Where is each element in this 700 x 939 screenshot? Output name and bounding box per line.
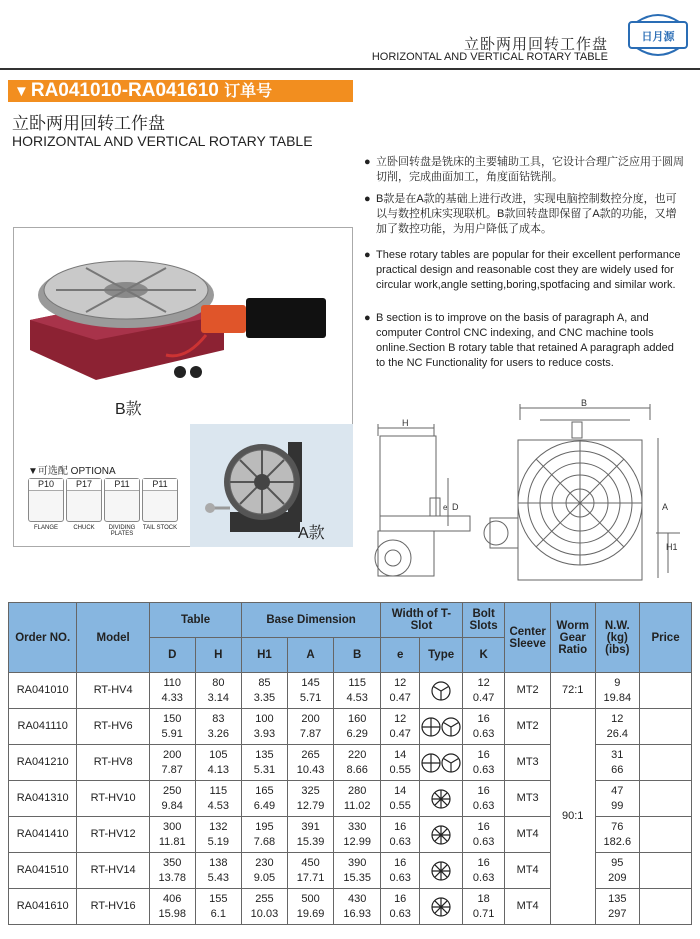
side-view-drawing (368, 418, 478, 588)
option-caption: FLANGE (33, 525, 58, 531)
table-row (9, 709, 692, 745)
dim-label-e: e (443, 503, 448, 512)
order-range-banner (8, 80, 353, 102)
dim-label-h1: H1 (666, 542, 678, 552)
cell-order: RA041410 (9, 817, 77, 853)
cell-sleeve: MT4 (505, 853, 551, 889)
cell-h: 80 3.14 (195, 673, 242, 709)
th-type: Type (420, 638, 463, 673)
product-title-cn: 立卧两用回转工作盘 (12, 114, 165, 133)
option-dividing-plates (104, 478, 140, 537)
cell-order: RA041610 (9, 889, 77, 925)
bullet-icon: ● (364, 312, 371, 324)
cell-nw: 9 19.84 (595, 673, 640, 709)
cell-model: RT-HV8 (77, 745, 150, 781)
cell-d: 200 7.87 (149, 745, 195, 781)
option-tag: P11 (143, 479, 177, 491)
desc-text: B款是在A款的基础上进行改进，实现电脑控制数控分度，也可以与数控机床实现联机。B款回转盘即保留了A款的功能，又增加了数控功能，为用户降低了成本。 (376, 193, 677, 235)
cell-nw: 135 297 (595, 889, 640, 925)
th-e: e (381, 638, 420, 673)
cell-a: 391 15.39 (287, 817, 334, 853)
cell-worm-ratio: 72:1 (550, 673, 595, 709)
cell-a: 325 12.79 (287, 781, 334, 817)
cell-k: 16 0.63 (462, 709, 504, 745)
option-chuck (66, 478, 102, 531)
th-h: H (195, 638, 242, 673)
tslot-type-icon (420, 709, 463, 745)
cell-d: 150 5.91 (149, 709, 195, 745)
rotary-table-a-illustration (200, 432, 310, 542)
cell-h1: 195 7.68 (242, 817, 288, 853)
top-view-drawing (480, 398, 692, 598)
th-h1: H1 (242, 638, 288, 673)
tslot-type-icon (420, 889, 463, 925)
product-title-en: HORIZONTAL AND VERTICAL ROTARY TABLE (12, 133, 313, 149)
cell-order: RA041510 (9, 853, 77, 889)
cell-a: 145 5.71 (287, 673, 334, 709)
option-tag: P11 (105, 479, 139, 491)
b-model-label: B款 (115, 401, 142, 418)
spec-table-body (9, 673, 692, 925)
cell-b: 390 15.35 (334, 853, 381, 889)
tslot-type-icon (420, 745, 463, 781)
options-title: ▼可选配 OPTIONA (28, 466, 116, 477)
spec-table (8, 602, 692, 925)
th-base: Base Dimension (242, 603, 381, 638)
desc-en-2 (364, 311, 686, 371)
cell-e: 16 0.63 (381, 853, 420, 889)
cell-price (640, 853, 692, 889)
cell-h1: 230 9.05 (242, 853, 288, 889)
logo-text: 日月源 (641, 30, 675, 43)
cell-sleeve: MT2 (505, 709, 551, 745)
cell-order: RA041210 (9, 745, 77, 781)
cell-price (640, 781, 692, 817)
th-nw: N.W. (kg) (ibs) (595, 603, 640, 673)
header-title-en: HORIZONTAL AND VERTICAL ROTARY TABLE (371, 51, 608, 63)
cell-e: 14 0.55 (381, 781, 420, 817)
cell-price (640, 817, 692, 853)
cell-price (640, 745, 692, 781)
banner-order-cn: 订单号 (224, 83, 273, 100)
cell-k: 16 0.63 (462, 853, 504, 889)
th-order: Order NO. (9, 603, 77, 673)
dim-label-a: A (662, 502, 669, 512)
th-b: B (334, 638, 381, 673)
option-flange (28, 478, 64, 531)
th-model: Model (77, 603, 150, 673)
cell-a: 450 17.71 (287, 853, 334, 889)
header-title-cn: 立卧两用回转工作盘 (463, 36, 608, 53)
cell-d: 250 9.84 (149, 781, 195, 817)
th-a: A (287, 638, 334, 673)
th-bolt: Bolt Slots (462, 603, 504, 638)
th-worm: Worm Gear Ratio (550, 603, 595, 673)
cell-model: RT-HV10 (77, 781, 150, 817)
desc-cn-1 (364, 155, 686, 185)
cell-order: RA041010 (9, 673, 77, 709)
cell-h: 155 6.1 (195, 889, 242, 925)
cell-nw: 12 26.4 (595, 709, 640, 745)
banner-range: RA041010-RA041610 (30, 80, 219, 101)
th-tslot: Width of T-Slot (381, 603, 463, 638)
bullet-icon: ● (364, 193, 371, 205)
option-caption: DIVIDING PLATES (108, 525, 136, 537)
desc-text: These rotary tables are popular for their excellent performance practical design and reasonable cost they are widely used for circular work,angle setting,boring,spotfacing and similar work. (376, 249, 681, 291)
tslot-type-icon (420, 673, 463, 709)
triangle-icon: ▼ (14, 83, 29, 100)
cell-b: 115 4.53 (334, 673, 381, 709)
cell-model: RT-HV6 (77, 709, 150, 745)
cell-a: 500 19.69 (287, 889, 334, 925)
cell-nw: 31 66 (595, 745, 640, 781)
option-tag: P10 (29, 479, 63, 491)
bullet-icon: ● (364, 156, 371, 168)
cell-h1: 135 5.31 (242, 745, 288, 781)
cell-k: 16 0.63 (462, 745, 504, 781)
desc-text: B section is to improve on the basis of paragraph A, and computer Control CNC indexing, and CNC machine tools online.Section B rotary table that retained A paragraph added to the NC Functionality for users to reduce costs. (376, 312, 674, 369)
cell-b: 430 16.93 (334, 889, 381, 925)
option-tag: P17 (67, 479, 101, 491)
cell-sleeve: MT4 (505, 889, 551, 925)
cell-e: 16 0.63 (381, 889, 420, 925)
cell-e: 12 0.47 (381, 673, 420, 709)
cell-model: RT-HV4 (77, 673, 150, 709)
cell-h: 138 5.43 (195, 853, 242, 889)
cell-order: RA041110 (9, 709, 77, 745)
option-tail-stock (142, 478, 178, 531)
cell-price (640, 889, 692, 925)
cell-price (640, 673, 692, 709)
desc-text: 立卧回转盘是铣床的主要辅助工具，它设计合理广泛应用于圆周切削，完成曲面加工，角度面钻铣削。 (376, 156, 684, 183)
cell-h1: 255 10.03 (242, 889, 288, 925)
cell-nw: 95 209 (595, 853, 640, 889)
cell-order: RA041310 (9, 781, 77, 817)
cell-h: 115 4.53 (195, 781, 242, 817)
cell-e: 14 0.55 (381, 745, 420, 781)
cell-model: RT-HV14 (77, 853, 150, 889)
cell-h: 83 3.26 (195, 709, 242, 745)
cell-a: 200 7.87 (287, 709, 334, 745)
th-price: Price (640, 603, 692, 673)
cell-sleeve: MT3 (505, 745, 551, 781)
cell-b: 280 11.02 (334, 781, 381, 817)
cell-d: 110 4.33 (149, 673, 195, 709)
dim-label-b: B (581, 398, 588, 408)
cell-a: 265 10.43 (287, 745, 334, 781)
cell-h: 105 4.13 (195, 745, 242, 781)
cell-e: 16 0.63 (381, 817, 420, 853)
cell-model: RT-HV16 (77, 889, 150, 925)
cell-k: 12 0.47 (462, 673, 504, 709)
tslot-type-icon (420, 853, 463, 889)
cell-d: 350 13.78 (149, 853, 195, 889)
cell-d: 300 11.81 (149, 817, 195, 853)
th-k: K (462, 638, 504, 673)
cell-k: 18 0.71 (462, 889, 504, 925)
cell-b: 220 8.66 (334, 745, 381, 781)
cell-nw: 47 99 (595, 781, 640, 817)
cell-d: 406 15.98 (149, 889, 195, 925)
brand-logo (627, 10, 689, 60)
cell-sleeve: MT4 (505, 817, 551, 853)
desc-en-1 (364, 248, 686, 293)
cell-k: 16 0.63 (462, 817, 504, 853)
cell-h1: 85 3.35 (242, 673, 288, 709)
cell-k: 16 0.63 (462, 781, 504, 817)
dim-label-d: D (452, 502, 459, 512)
option-caption: CHUCK (73, 525, 95, 531)
cell-h1: 165 6.49 (242, 781, 288, 817)
a-model-label: A款 (298, 525, 325, 542)
cell-h: 132 5.19 (195, 817, 242, 853)
rotary-table-b-illustration (16, 240, 336, 390)
th-table: Table (149, 603, 241, 638)
dim-label-h: H (402, 418, 409, 428)
cell-b: 160 6.29 (334, 709, 381, 745)
th-center: Center Sleeve (505, 603, 551, 673)
cell-b: 330 12.99 (334, 817, 381, 853)
cell-worm-ratio: 90:1 (550, 709, 595, 925)
cell-sleeve: MT3 (505, 781, 551, 817)
cell-h1: 100 3.93 (242, 709, 288, 745)
header-divider (0, 68, 700, 70)
bullet-icon: ● (364, 249, 371, 261)
option-caption: TAIL STOCK (142, 525, 178, 531)
tslot-type-icon (420, 817, 463, 853)
table-row (9, 673, 692, 709)
cell-sleeve: MT2 (505, 673, 551, 709)
tslot-type-icon (420, 781, 463, 817)
cell-model: RT-HV12 (77, 817, 150, 853)
cell-price (640, 709, 692, 745)
th-d: D (149, 638, 195, 673)
cell-nw: 76 182.6 (595, 817, 640, 853)
cell-e: 12 0.47 (381, 709, 420, 745)
desc-cn-2 (364, 192, 686, 237)
